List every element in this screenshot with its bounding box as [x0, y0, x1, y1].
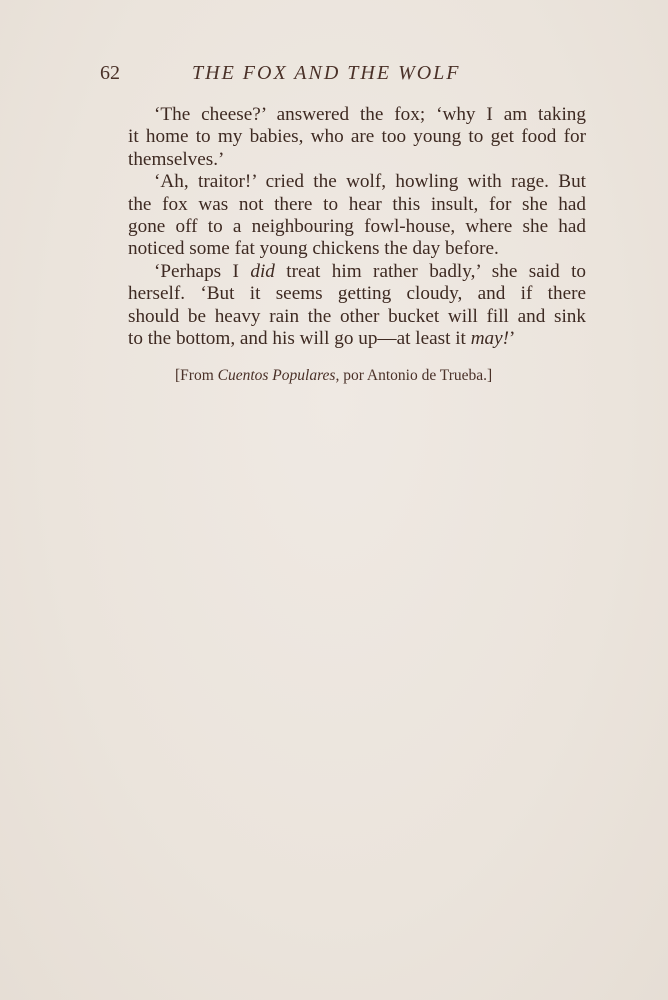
- text-line: it home to my babies, who are too young to get food for: [128, 126, 586, 148]
- running-title: THE FOX AND THE WOLF: [192, 62, 461, 84]
- text-line: should be heavy rain the other bucket will fill and sink: [128, 305, 586, 327]
- emphasis-may: may!: [470, 328, 510, 350]
- text-line: noticed some fat young chickens the day before.: [128, 238, 499, 260]
- paragraph-3: [102, 261, 586, 351]
- page-number: 62: [100, 62, 120, 84]
- text-fragment: ‘Perhaps I: [154, 260, 251, 282]
- text-line: [102, 261, 586, 283]
- text-fragment: ’: [509, 328, 516, 350]
- text-line: ‘Ah, traitor!’ cried the wolf, howling with rage. But: [154, 171, 586, 193]
- source-suffix: por Antonio de Trueba.]: [339, 367, 493, 384]
- text-line: the fox was not there to hear this insult, for she had: [128, 193, 586, 215]
- text-line: herself. ‘But it seems getting cloudy, and if there: [128, 283, 586, 305]
- body-text: [102, 104, 586, 350]
- paragraph-2: [102, 171, 586, 261]
- source-title: Cuentos Populares,: [217, 367, 340, 384]
- text-fragment: to the bottom, and his will go up—at least it: [128, 328, 471, 350]
- text-line: themselves.’: [128, 148, 225, 170]
- text-line: gone off to a neighbouring fowl-house, where she had: [128, 216, 586, 238]
- paragraph-1: [102, 104, 586, 171]
- source-citation: [175, 367, 492, 385]
- text-fragment: treat him rather badly,’ she said to: [274, 260, 586, 282]
- source-prefix: [From: [175, 367, 218, 384]
- emphasis-did: did: [250, 260, 275, 282]
- page-header: [100, 62, 584, 92]
- text-line: ‘The cheese?’ answered the fox; ‘why I am taking: [154, 104, 586, 125]
- text-line: [102, 328, 586, 350]
